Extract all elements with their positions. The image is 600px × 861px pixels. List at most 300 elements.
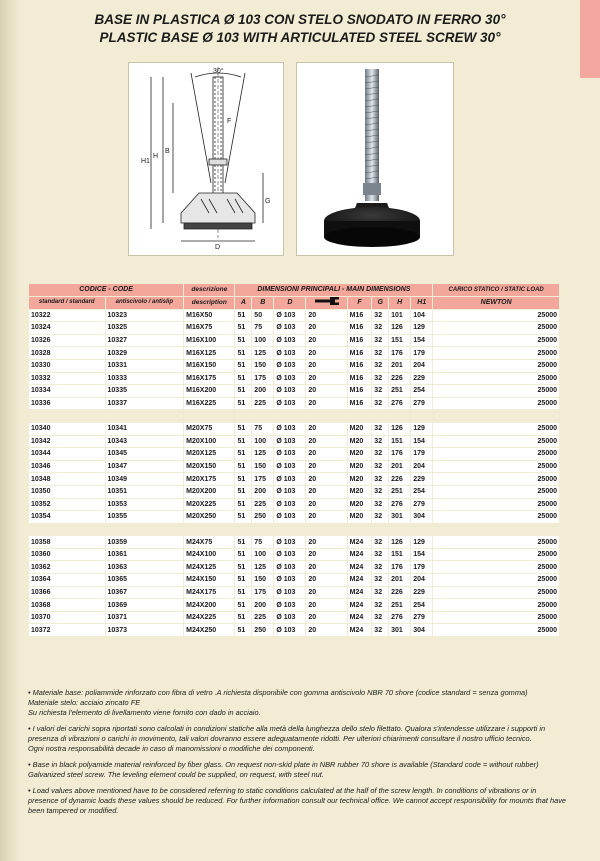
table-row bbox=[29, 436, 559, 448]
cell-dim-b: 175 bbox=[252, 587, 273, 599]
cell-dim-h1: 129 bbox=[411, 536, 432, 548]
cell-dim-a: 51 bbox=[235, 335, 251, 347]
cell-dim-h: 126 bbox=[389, 423, 410, 435]
cell-dim-wrench: 20 bbox=[306, 473, 346, 485]
cell-code-standard: 10372 bbox=[29, 624, 105, 636]
cell-dim-b: 225 bbox=[252, 499, 273, 511]
cell-code-antislip: 10345 bbox=[106, 448, 184, 460]
cell-dim-g: 32 bbox=[372, 423, 388, 435]
table-row bbox=[29, 549, 559, 561]
cell-code-standard: 10340 bbox=[29, 423, 105, 435]
cell-description: M20X175 bbox=[184, 473, 234, 485]
table-row bbox=[29, 310, 559, 322]
cell-dim-d: Ø 103 bbox=[274, 574, 305, 586]
cell-dim-d: Ø 103 bbox=[274, 335, 305, 347]
cell-dim-d: Ø 103 bbox=[274, 398, 305, 410]
cell-dim-d: Ø 103 bbox=[274, 587, 305, 599]
cell-dim-f: M20 bbox=[348, 461, 372, 473]
cell-dim-b: 100 bbox=[252, 436, 273, 448]
cell-dim-g: 32 bbox=[372, 486, 388, 498]
table-row bbox=[29, 347, 559, 359]
cell-static-load: 25000 bbox=[433, 599, 559, 611]
cell-code-standard: 10358 bbox=[29, 536, 105, 548]
cell-dim-b: 200 bbox=[252, 385, 273, 397]
cell-dim-h1: 254 bbox=[411, 599, 432, 611]
cell-dim-g: 32 bbox=[372, 335, 388, 347]
cell-dim-d: Ø 103 bbox=[274, 310, 305, 322]
cell-dim-a: 51 bbox=[235, 499, 251, 511]
cell-dim-a: 51 bbox=[235, 310, 251, 322]
cell-dim-a: 51 bbox=[235, 398, 251, 410]
dim-g-label: G bbox=[265, 198, 271, 205]
cell-dim-d: Ø 103 bbox=[274, 536, 305, 548]
note-base-material-en: • Base in black polyamide material reinforced by fiber glass. On request non-skid plate in NBR rubber 70 shore is available (Standard code = without rubber) bbox=[28, 760, 539, 769]
cell-description: M16X100 bbox=[184, 335, 234, 347]
cell-dim-wrench: 20 bbox=[306, 511, 346, 523]
separator-cell bbox=[29, 524, 559, 536]
group-separator bbox=[29, 410, 559, 422]
cell-description: M16X125 bbox=[184, 347, 234, 359]
cell-code-antislip: 10373 bbox=[106, 624, 184, 636]
cell-dim-h: 226 bbox=[389, 373, 410, 385]
cell-dim-d: Ø 103 bbox=[274, 373, 305, 385]
header-col-b: B bbox=[252, 297, 273, 309]
cell-dim-h: 201 bbox=[389, 360, 410, 372]
title-english: PLASTIC BASE Ø 103 WITH ARTICULATED STEEL SCREW 30° bbox=[99, 30, 501, 45]
cell-dim-f: M16 bbox=[348, 335, 372, 347]
cell-dim-d: Ø 103 bbox=[274, 461, 305, 473]
cell-dim-h1: 254 bbox=[411, 486, 432, 498]
cell-dim-g: 32 bbox=[372, 310, 388, 322]
cell-dim-h1: 104 bbox=[411, 310, 432, 322]
cell-dim-f: M24 bbox=[348, 587, 372, 599]
cell-code-standard: 10330 bbox=[29, 360, 105, 372]
cell-dim-a: 51 bbox=[235, 536, 251, 548]
cell-dim-f: M16 bbox=[348, 322, 372, 334]
cell-dim-d: Ø 103 bbox=[274, 599, 305, 611]
cell-dim-d: Ø 103 bbox=[274, 360, 305, 372]
cell-dim-g: 32 bbox=[372, 373, 388, 385]
cell-dim-g: 32 bbox=[372, 461, 388, 473]
cell-code-antislip: 10329 bbox=[106, 347, 184, 359]
cell-dim-h: 201 bbox=[389, 574, 410, 586]
cell-dim-d: Ø 103 bbox=[274, 624, 305, 636]
cell-description: M20X75 bbox=[184, 423, 234, 435]
cell-dim-wrench: 20 bbox=[306, 448, 346, 460]
cell-dim-b: 100 bbox=[252, 549, 273, 561]
cell-code-standard: 10336 bbox=[29, 398, 105, 410]
table-row bbox=[29, 360, 559, 372]
cell-dim-h1: 204 bbox=[411, 461, 432, 473]
cell-code-antislip: 10365 bbox=[106, 574, 184, 586]
cell-dim-h1: 304 bbox=[411, 624, 432, 636]
cell-dim-f: M24 bbox=[348, 612, 372, 624]
cell-code-standard: 10360 bbox=[29, 549, 105, 561]
cell-code-standard: 10370 bbox=[29, 612, 105, 624]
cell-dim-wrench: 20 bbox=[306, 587, 346, 599]
cell-dim-g: 32 bbox=[372, 499, 388, 511]
cell-static-load: 25000 bbox=[433, 461, 559, 473]
cell-dim-g: 32 bbox=[372, 536, 388, 548]
cell-dim-h1: 154 bbox=[411, 335, 432, 347]
angle-label: 30° bbox=[213, 68, 224, 75]
cell-description: M16X175 bbox=[184, 373, 234, 385]
cell-dim-a: 51 bbox=[235, 612, 251, 624]
table-row bbox=[29, 335, 559, 347]
cell-static-load: 25000 bbox=[433, 587, 559, 599]
cell-code-antislip: 10367 bbox=[106, 587, 184, 599]
cell-dim-f: M20 bbox=[348, 448, 372, 460]
header-descrizione: descrizione bbox=[184, 284, 234, 296]
cell-code-standard: 10332 bbox=[29, 373, 105, 385]
cell-dim-wrench: 20 bbox=[306, 612, 346, 624]
cell-static-load: 25000 bbox=[433, 536, 559, 548]
cell-dim-wrench: 20 bbox=[306, 322, 346, 334]
table-row bbox=[29, 461, 559, 473]
cell-dim-b: 75 bbox=[252, 322, 273, 334]
cell-dim-f: M20 bbox=[348, 423, 372, 435]
title-italian: BASE IN PLASTICA Ø 103 CON STELO SNODATO IN FERRO 30° bbox=[94, 12, 506, 27]
cell-dim-wrench: 20 bbox=[306, 347, 346, 359]
cell-code-standard: 10352 bbox=[29, 499, 105, 511]
header-col-d: D bbox=[274, 297, 305, 309]
cell-dim-f: M16 bbox=[348, 373, 372, 385]
cell-description: M16X225 bbox=[184, 398, 234, 410]
cell-dim-b: 250 bbox=[252, 511, 273, 523]
cell-static-load: 25000 bbox=[433, 561, 559, 573]
cell-static-load: 25000 bbox=[433, 486, 559, 498]
cell-dim-g: 32 bbox=[372, 385, 388, 397]
cell-dim-a: 51 bbox=[235, 624, 251, 636]
cell-code-antislip: 10355 bbox=[106, 511, 184, 523]
cell-dim-f: M20 bbox=[348, 473, 372, 485]
cell-dim-wrench: 20 bbox=[306, 549, 346, 561]
cell-dim-h1: 279 bbox=[411, 499, 432, 511]
product-photo bbox=[296, 62, 454, 256]
table-row bbox=[29, 624, 559, 636]
cell-static-load: 25000 bbox=[433, 574, 559, 586]
cell-code-standard: 10328 bbox=[29, 347, 105, 359]
cell-dim-d: Ø 103 bbox=[274, 511, 305, 523]
header-standard: standard / standard bbox=[29, 297, 105, 309]
cell-dim-h: 176 bbox=[389, 347, 410, 359]
cell-dim-f: M24 bbox=[348, 624, 372, 636]
cell-code-standard: 10326 bbox=[29, 335, 105, 347]
cell-dim-d: Ø 103 bbox=[274, 549, 305, 561]
cell-description: M20X250 bbox=[184, 511, 234, 523]
cell-dim-g: 32 bbox=[372, 398, 388, 410]
cell-code-antislip: 10347 bbox=[106, 461, 184, 473]
cell-dim-b: 150 bbox=[252, 360, 273, 372]
cell-code-antislip: 10331 bbox=[106, 360, 184, 372]
cell-code-standard: 10324 bbox=[29, 322, 105, 334]
cell-static-load: 25000 bbox=[433, 549, 559, 561]
dim-h-label: H bbox=[153, 153, 159, 160]
cell-description: M16X150 bbox=[184, 360, 234, 372]
note-loads-en: • Load values above mentioned have to be considered referring to static conditions calculated at the half of the screw length. In conditions of vibrations or in presence of dynamic loads these values should be reduced. For further information consult our technical office. We cannot accept responsibility for mounts that have been tampered or modified. bbox=[28, 786, 567, 815]
header-col-h: H bbox=[389, 297, 410, 309]
background-stripe bbox=[0, 0, 22, 861]
header-antislip: antiscivolo / antislip bbox=[106, 297, 184, 309]
cell-dim-g: 32 bbox=[372, 587, 388, 599]
table-row bbox=[29, 574, 559, 586]
table-row bbox=[29, 612, 559, 624]
technical-drawing bbox=[128, 62, 284, 256]
cell-code-antislip: 10325 bbox=[106, 322, 184, 334]
cell-static-load: 25000 bbox=[433, 423, 559, 435]
cell-code-standard: 10364 bbox=[29, 574, 105, 586]
cell-code-standard: 10346 bbox=[29, 461, 105, 473]
cell-dim-f: M20 bbox=[348, 486, 372, 498]
cell-dim-f: M20 bbox=[348, 436, 372, 448]
cell-dim-wrench: 20 bbox=[306, 574, 346, 586]
cell-dim-h1: 229 bbox=[411, 473, 432, 485]
cell-dim-f: M20 bbox=[348, 499, 372, 511]
cell-dim-wrench: 20 bbox=[306, 561, 346, 573]
cell-code-antislip: 10327 bbox=[106, 335, 184, 347]
cell-dim-g: 32 bbox=[372, 612, 388, 624]
cell-dim-a: 51 bbox=[235, 347, 251, 359]
cell-dim-b: 175 bbox=[252, 473, 273, 485]
cell-dim-g: 32 bbox=[372, 624, 388, 636]
note-screw-material-it: Materiale stelo: acciaio zincato FE bbox=[28, 698, 141, 707]
cell-static-load: 25000 bbox=[433, 448, 559, 460]
cell-static-load: 25000 bbox=[433, 624, 559, 636]
dim-f-label: F bbox=[227, 118, 232, 125]
header-code: CODICE - CODE bbox=[29, 284, 183, 296]
cell-dim-d: Ø 103 bbox=[274, 473, 305, 485]
cell-dim-b: 200 bbox=[252, 486, 273, 498]
cell-description: M16X75 bbox=[184, 322, 234, 334]
cell-code-antislip: 10363 bbox=[106, 561, 184, 573]
cell-description: M20X150 bbox=[184, 461, 234, 473]
cell-description: M24X175 bbox=[184, 587, 234, 599]
cell-static-load: 25000 bbox=[433, 499, 559, 511]
cell-dim-b: 250 bbox=[252, 624, 273, 636]
cell-dim-g: 32 bbox=[372, 561, 388, 573]
cell-dim-a: 51 bbox=[235, 511, 251, 523]
cell-dim-g: 32 bbox=[372, 436, 388, 448]
table-row bbox=[29, 473, 559, 485]
cell-description: M24X250 bbox=[184, 624, 234, 636]
dim-d-label: D bbox=[215, 244, 221, 251]
cell-dim-d: Ø 103 bbox=[274, 486, 305, 498]
cell-dim-h1: 129 bbox=[411, 423, 432, 435]
cell-dim-h: 126 bbox=[389, 322, 410, 334]
note-base-material-it: • Materiale base: poliammide rinforzato con fibra di vetro .A richiesta disponibile con gomma antiscivolo NBR 70 shore (codice standard = senza gomma) bbox=[28, 688, 528, 697]
cell-dim-h1: 254 bbox=[411, 385, 432, 397]
cell-dim-h1: 154 bbox=[411, 436, 432, 448]
cell-dim-h: 176 bbox=[389, 448, 410, 460]
cell-code-antislip: 10349 bbox=[106, 473, 184, 485]
dim-h1-label: H1 bbox=[141, 158, 150, 165]
cell-static-load: 25000 bbox=[433, 347, 559, 359]
cell-static-load: 25000 bbox=[433, 385, 559, 397]
cell-dim-h1: 179 bbox=[411, 347, 432, 359]
cell-dim-b: 75 bbox=[252, 423, 273, 435]
table-row bbox=[29, 499, 559, 511]
cell-dim-h: 301 bbox=[389, 511, 410, 523]
cell-dim-a: 51 bbox=[235, 599, 251, 611]
cell-code-standard: 10354 bbox=[29, 511, 105, 523]
cell-code-antislip: 10353 bbox=[106, 499, 184, 511]
cell-dim-wrench: 20 bbox=[306, 536, 346, 548]
header-col-f: F bbox=[348, 297, 372, 309]
cell-dim-a: 51 bbox=[235, 436, 251, 448]
cell-dim-h: 176 bbox=[389, 561, 410, 573]
cell-dim-h: 251 bbox=[389, 599, 410, 611]
cell-dim-d: Ø 103 bbox=[274, 423, 305, 435]
cell-dim-wrench: 20 bbox=[306, 398, 346, 410]
cell-dim-b: 75 bbox=[252, 536, 273, 548]
cell-description: M24X200 bbox=[184, 599, 234, 611]
table-row bbox=[29, 486, 559, 498]
cell-description: M20X225 bbox=[184, 499, 234, 511]
cell-static-load: 25000 bbox=[433, 473, 559, 485]
cell-dim-wrench: 20 bbox=[306, 436, 346, 448]
cell-dim-b: 100 bbox=[252, 335, 273, 347]
cell-dim-b: 50 bbox=[252, 310, 273, 322]
cell-dim-h: 101 bbox=[389, 310, 410, 322]
cell-dim-b: 200 bbox=[252, 599, 273, 611]
specs-table bbox=[28, 283, 560, 637]
cell-code-standard: 10348 bbox=[29, 473, 105, 485]
cell-dim-wrench: 20 bbox=[306, 360, 346, 372]
cell-dim-a: 51 bbox=[235, 461, 251, 473]
cell-dim-a: 51 bbox=[235, 360, 251, 372]
wrench-icon bbox=[314, 297, 340, 305]
cell-description: M20X200 bbox=[184, 486, 234, 498]
cell-description: M24X100 bbox=[184, 549, 234, 561]
dim-b-label: B bbox=[165, 148, 170, 155]
cell-dim-h1: 204 bbox=[411, 574, 432, 586]
cell-code-standard: 10350 bbox=[29, 486, 105, 498]
cell-code-antislip: 10333 bbox=[106, 373, 184, 385]
table-row bbox=[29, 322, 559, 334]
table-row bbox=[29, 423, 559, 435]
cell-code-antislip: 10323 bbox=[106, 310, 184, 322]
table-row bbox=[29, 398, 559, 410]
cell-dim-f: M20 bbox=[348, 511, 372, 523]
cell-dim-d: Ø 103 bbox=[274, 448, 305, 460]
cell-dim-g: 32 bbox=[372, 599, 388, 611]
cell-dim-h1: 304 bbox=[411, 511, 432, 523]
table-row bbox=[29, 561, 559, 573]
cell-description: M24X75 bbox=[184, 536, 234, 548]
cell-dim-b: 125 bbox=[252, 561, 273, 573]
cell-dim-d: Ø 103 bbox=[274, 561, 305, 573]
cell-dim-b: 225 bbox=[252, 398, 273, 410]
cell-code-antislip: 10341 bbox=[106, 423, 184, 435]
cell-code-antislip: 10337 bbox=[106, 398, 184, 410]
cell-dim-h: 151 bbox=[389, 335, 410, 347]
cell-dim-h: 151 bbox=[389, 436, 410, 448]
cell-dim-h: 251 bbox=[389, 486, 410, 498]
header-dimensions: DIMENSIONI PRINCIPALI - MAIN DIMENSIONS bbox=[235, 284, 432, 296]
cell-description: M24X225 bbox=[184, 612, 234, 624]
cell-dim-a: 51 bbox=[235, 322, 251, 334]
cell-code-antislip: 10351 bbox=[106, 486, 184, 498]
cell-dim-f: M16 bbox=[348, 385, 372, 397]
cell-dim-b: 175 bbox=[252, 373, 273, 385]
cell-dim-h1: 179 bbox=[411, 448, 432, 460]
cell-static-load: 25000 bbox=[433, 322, 559, 334]
cell-static-load: 25000 bbox=[433, 335, 559, 347]
cell-dim-wrench: 20 bbox=[306, 461, 346, 473]
cell-code-antislip: 10343 bbox=[106, 436, 184, 448]
group-separator bbox=[29, 524, 559, 536]
note-nut-it: Su richiesta l'elemento di livellamento viene fornito con dado in acciaio. bbox=[28, 708, 261, 717]
separator-cell bbox=[29, 410, 559, 422]
header-description: description bbox=[184, 297, 234, 309]
cell-dim-a: 51 bbox=[235, 423, 251, 435]
cell-description: M20X100 bbox=[184, 436, 234, 448]
cell-dim-g: 32 bbox=[372, 347, 388, 359]
cell-dim-h: 226 bbox=[389, 587, 410, 599]
cell-static-load: 25000 bbox=[433, 360, 559, 372]
notes bbox=[28, 688, 568, 822]
cell-static-load: 25000 bbox=[433, 310, 559, 322]
cell-dim-d: Ø 103 bbox=[274, 436, 305, 448]
cell-dim-a: 51 bbox=[235, 549, 251, 561]
cell-dim-a: 51 bbox=[235, 473, 251, 485]
cell-dim-h: 226 bbox=[389, 473, 410, 485]
table-row bbox=[29, 587, 559, 599]
cell-dim-f: M24 bbox=[348, 574, 372, 586]
cell-code-standard: 10334 bbox=[29, 385, 105, 397]
cell-description: M16X50 bbox=[184, 310, 234, 322]
cell-code-antislip: 10335 bbox=[106, 385, 184, 397]
cell-dim-h1: 204 bbox=[411, 360, 432, 372]
cell-dim-h: 251 bbox=[389, 385, 410, 397]
table-row bbox=[29, 511, 559, 523]
cell-dim-a: 51 bbox=[235, 574, 251, 586]
cell-dim-wrench: 20 bbox=[306, 373, 346, 385]
cell-dim-g: 32 bbox=[372, 473, 388, 485]
cell-dim-g: 32 bbox=[372, 360, 388, 372]
cell-static-load: 25000 bbox=[433, 373, 559, 385]
cell-dim-b: 125 bbox=[252, 448, 273, 460]
cell-dim-h: 276 bbox=[389, 499, 410, 511]
cell-dim-a: 51 bbox=[235, 561, 251, 573]
cell-dim-a: 51 bbox=[235, 373, 251, 385]
cell-code-standard: 10344 bbox=[29, 448, 105, 460]
cell-dim-a: 51 bbox=[235, 448, 251, 460]
cell-static-load: 25000 bbox=[433, 436, 559, 448]
cell-dim-d: Ø 103 bbox=[274, 385, 305, 397]
cell-dim-g: 32 bbox=[372, 549, 388, 561]
cell-code-antislip: 10359 bbox=[106, 536, 184, 548]
cell-dim-a: 51 bbox=[235, 486, 251, 498]
cell-dim-b: 225 bbox=[252, 612, 273, 624]
cell-description: M20X125 bbox=[184, 448, 234, 460]
cell-dim-a: 51 bbox=[235, 385, 251, 397]
cell-dim-h: 151 bbox=[389, 549, 410, 561]
cell-dim-h: 301 bbox=[389, 624, 410, 636]
table-row bbox=[29, 373, 559, 385]
cell-dim-f: M24 bbox=[348, 561, 372, 573]
cell-dim-a: 51 bbox=[235, 587, 251, 599]
cell-dim-f: M16 bbox=[348, 360, 372, 372]
header-newton: NEWTON bbox=[433, 297, 559, 309]
cell-code-standard: 10362 bbox=[29, 561, 105, 573]
cell-dim-f: M16 bbox=[348, 310, 372, 322]
cell-dim-d: Ø 103 bbox=[274, 499, 305, 511]
cell-dim-h: 201 bbox=[389, 461, 410, 473]
cell-dim-b: 150 bbox=[252, 461, 273, 473]
cell-dim-wrench: 20 bbox=[306, 310, 346, 322]
cell-dim-h1: 129 bbox=[411, 322, 432, 334]
